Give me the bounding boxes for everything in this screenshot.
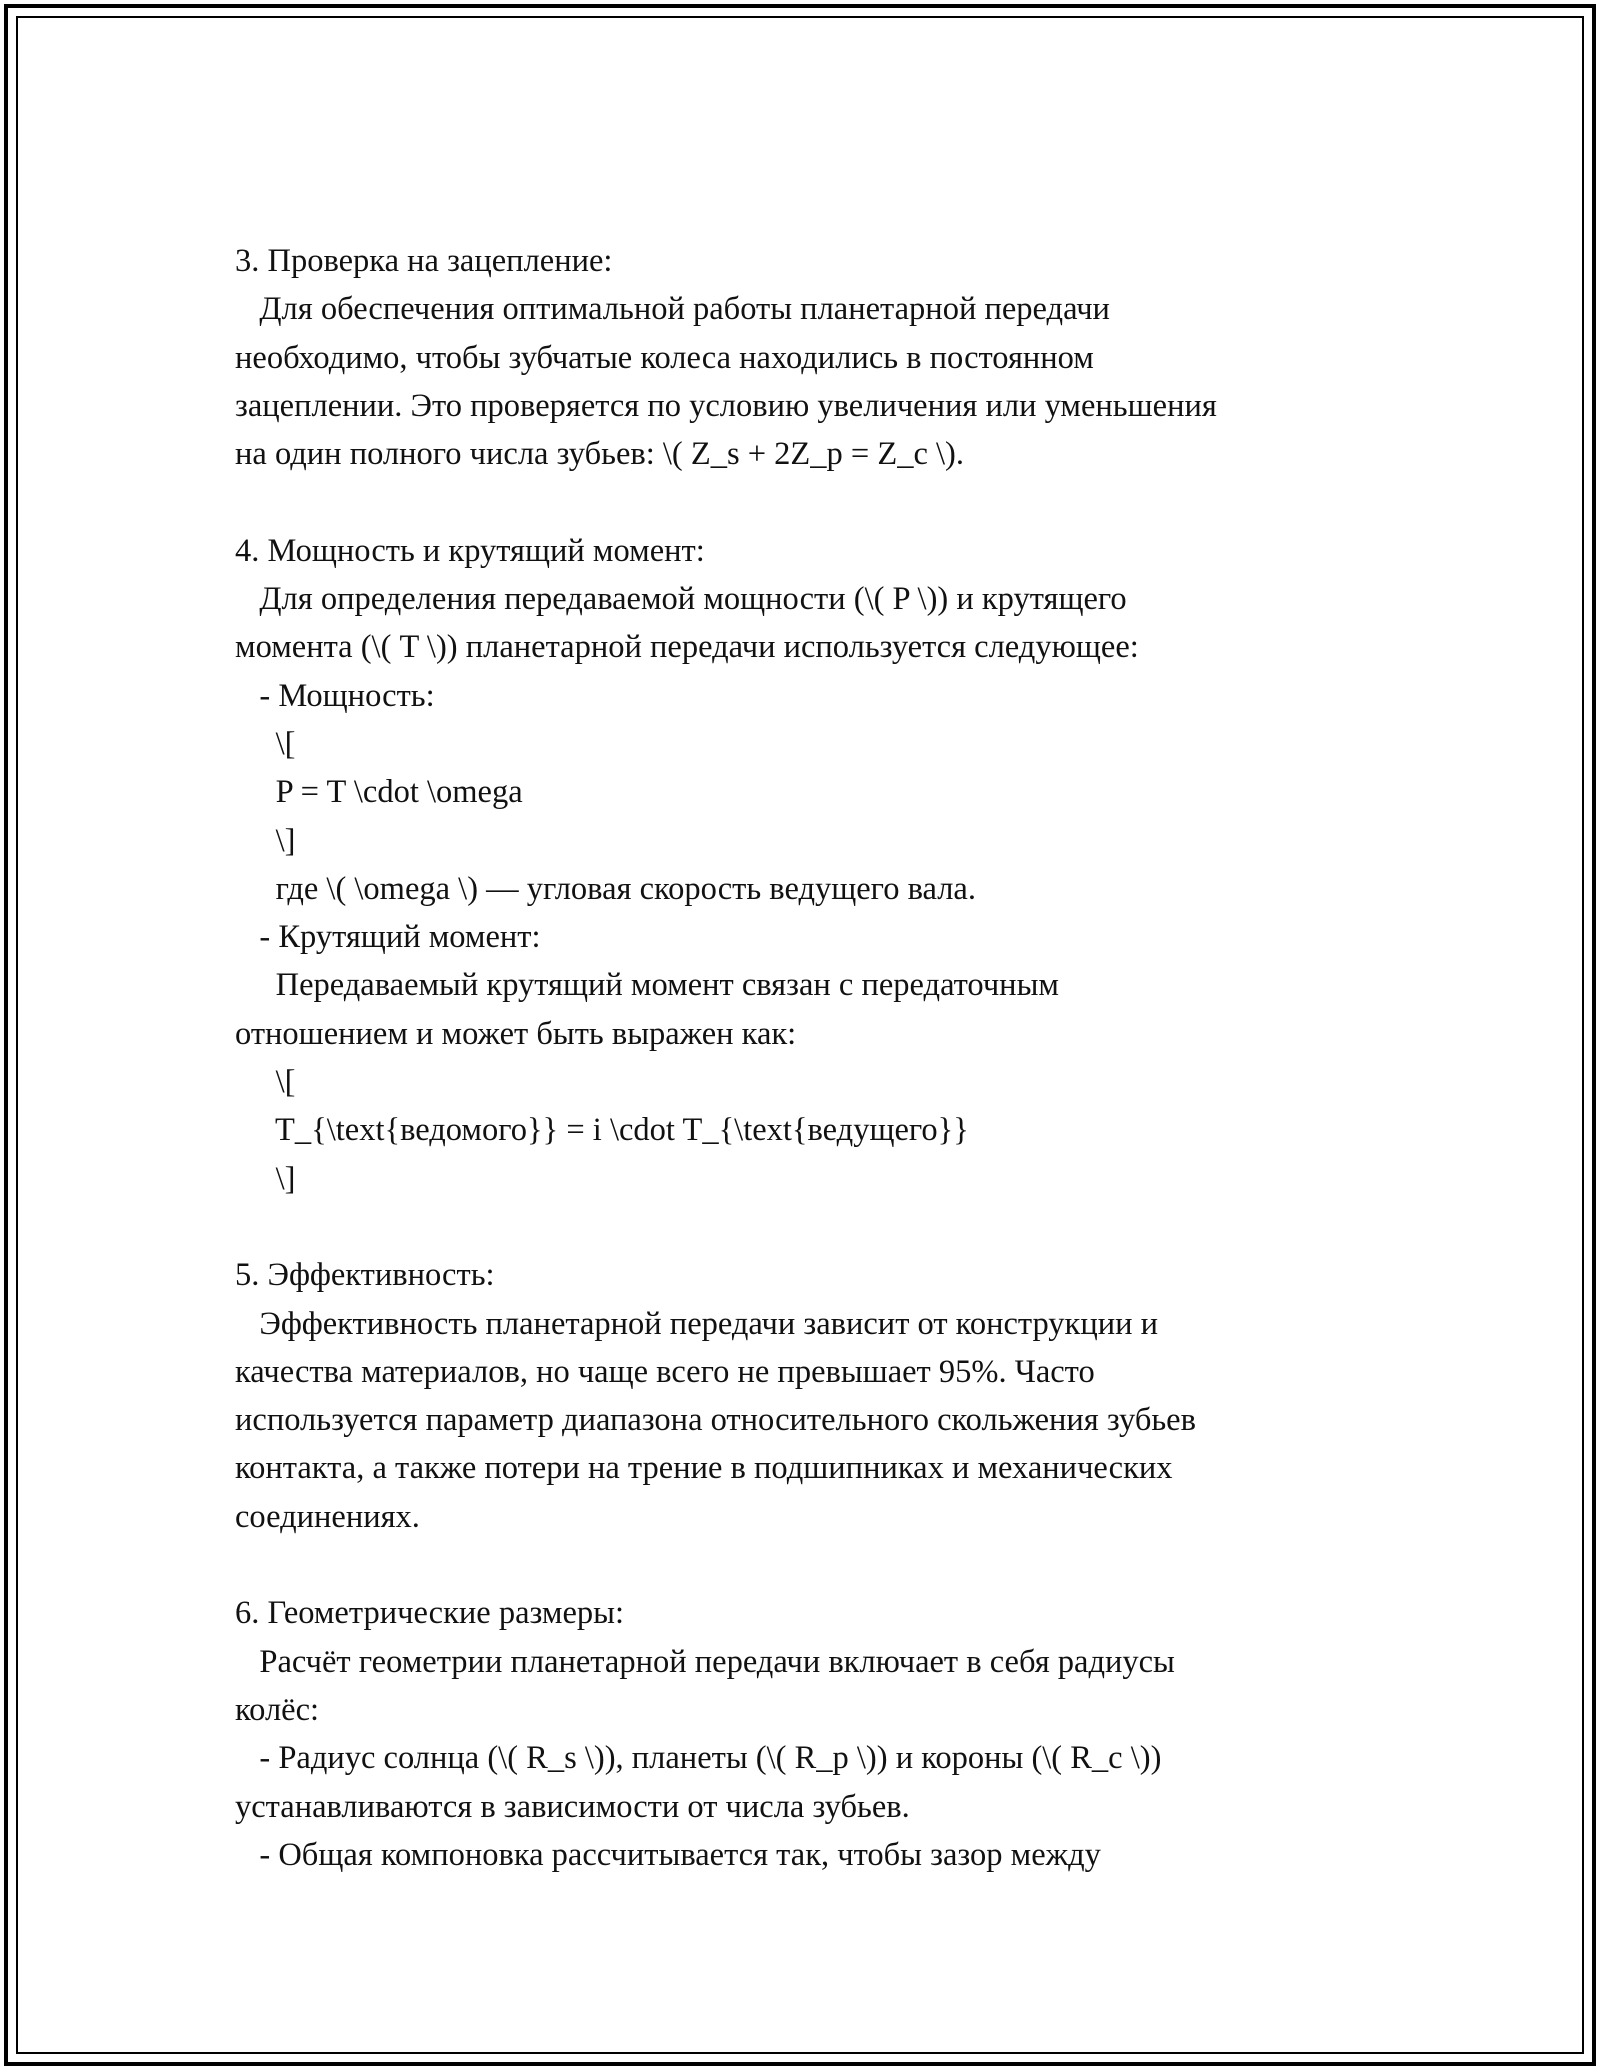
section-4-heading: 4. Мощность и крутящий момент:: [235, 532, 705, 569]
text-line: Для определения передаваемой мощности (\( P \)) и крутящего: [235, 581, 1127, 618]
blank-line: [235, 1203, 1395, 1251]
section-5-heading: 5. Эффективность:: [235, 1257, 495, 1294]
text-line: колёс:: [235, 1691, 320, 1728]
text-line: момента (\( T \)) планетарной передачи используется следующее:: [235, 629, 1139, 666]
text-line: качества материалов, но чаще всего не превышает 95%. Часто: [235, 1353, 1095, 1390]
blank-line: [235, 478, 1395, 526]
section-6-heading: 6. Геометрические размеры:: [235, 1595, 625, 1632]
document-text: [235, 237, 1395, 1879]
text-line: используется параметр диапазона относительного скольжения зубьев: [235, 1402, 1196, 1439]
text-line: на один полного числа зубьев: \( Z_s + 2Z_p = Z_c \).: [235, 436, 964, 473]
formula-line: \[: [235, 725, 296, 762]
text-line: Передаваемый крутящий момент связан с передаточным: [235, 967, 1059, 1004]
text-line: Для обеспечения оптимальной работы планетарной передачи: [235, 291, 1110, 328]
formula-line: \[: [235, 1064, 296, 1101]
text-line: контакта, а также потери на трение в подшипниках и механических: [235, 1450, 1173, 1487]
formula-line: \]: [235, 822, 296, 859]
blank-line: [235, 1541, 1395, 1589]
formula-line: P = T \cdot \omega: [235, 774, 523, 811]
text-line: необходимо, чтобы зубчатые колеса находились в постоянном: [235, 339, 1094, 376]
text-line: зацеплении. Это проверяется по условию увеличения или уменьшения: [235, 387, 1217, 424]
text-line: Эффективность планетарной передачи зависит от конструкции и: [235, 1305, 1159, 1342]
text-line: соединениях.: [235, 1498, 420, 1535]
formula-line: T_{\text{ведомого}} = i \cdot T_{\text{ведущего}}: [235, 1112, 969, 1149]
text-line: отношением и может быть выражен как:: [235, 1015, 797, 1052]
list-item-radii: - Радиус солнца (\( R_s \)), планеты (\( R_p \)) и короны (\( R_c \)): [235, 1740, 1162, 1777]
formula-line: \]: [235, 1160, 296, 1197]
text-line: где \( \omega \) — угловая скорость ведущего вала.: [235, 870, 976, 907]
text-line: устанавливаются в зависимости от числа зубьев.: [235, 1788, 910, 1825]
section-3-heading: 3. Проверка на зацепление:: [235, 243, 613, 279]
list-item-layout: - Общая компоновка рассчитывается так, чтобы зазор между: [235, 1836, 1101, 1873]
list-item-torque: - Крутящий момент:: [235, 919, 541, 956]
text-line: Расчёт геометрии планетарной передачи включает в себя радиусы: [235, 1643, 1175, 1680]
list-item-power: - Мощность:: [235, 677, 435, 714]
